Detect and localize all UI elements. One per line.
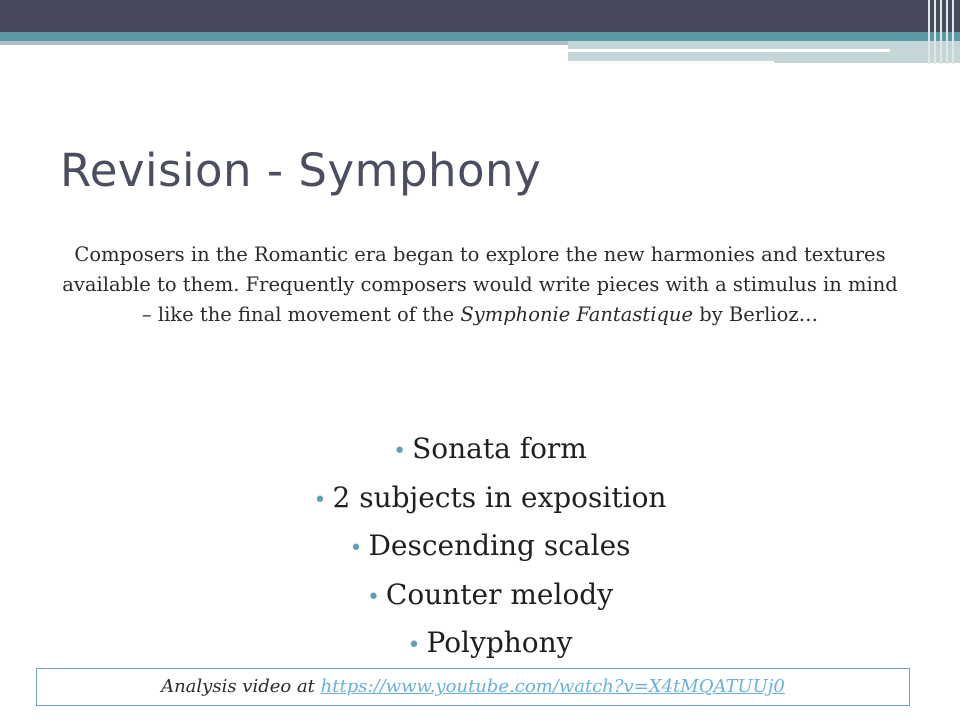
bullet-icon: • [407, 633, 421, 658]
header-banner-stripe [568, 61, 774, 64]
bullet-icon: • [366, 584, 380, 610]
header-banner-teal [0, 32, 960, 41]
bullet-icon: • [313, 487, 327, 513]
analysis-video-link[interactable]: https://www.youtube.com/watch?v=X4tMQATUUj0 [320, 676, 785, 697]
header-banner-line [0, 41, 568, 45]
header-banner-stripe [568, 49, 890, 52]
analysis-video-box [36, 668, 910, 706]
bullet-icon: • [393, 439, 407, 464]
bullet-item [60, 572, 920, 621]
header-banner-dark [0, 0, 960, 32]
bullet-text: Sonata form [412, 432, 587, 465]
bullet-list [60, 426, 920, 669]
bullet-item [60, 475, 920, 524]
bullet-text: Descending scales [368, 529, 631, 562]
bullet-text: Polyphony [426, 626, 573, 659]
bullet-icon: • [349, 536, 363, 561]
header-banner-light [568, 41, 960, 63]
analysis-video-label: Analysis video at [161, 676, 321, 697]
intro-text-part2: by Berlioz… [693, 303, 819, 326]
bullet-item [60, 523, 920, 572]
intro-work-title: Symphonie Fantastique [460, 303, 694, 326]
header-vertical-stripes [924, 0, 960, 64]
intro-text-part1: Composers in the Romantic era began to explore the new harmonies and textures available to them. Frequently composers would write pieces with a stimulus in mind – like the final movement of the [62, 243, 898, 326]
bullet-item [60, 620, 920, 669]
bullet-item [60, 426, 920, 475]
bullet-text: Counter melody [385, 577, 614, 611]
bullet-text: 2 subjects in exposition [332, 480, 667, 514]
intro-paragraph [60, 240, 900, 330]
slide-title: Revision - Symphony [60, 144, 542, 197]
